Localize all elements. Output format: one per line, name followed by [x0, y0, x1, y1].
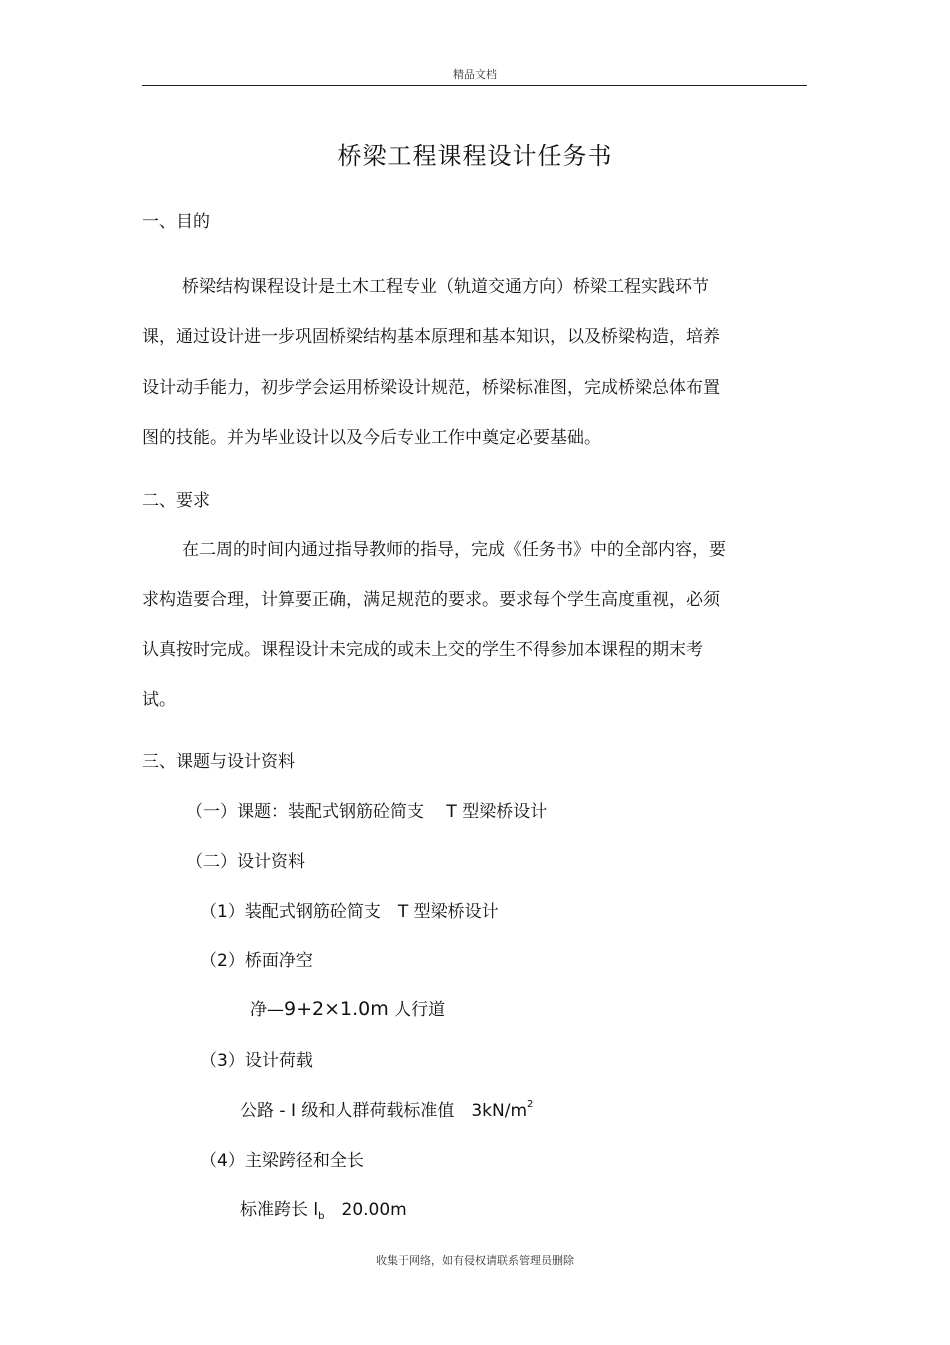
data-item-2: （2）桥面净空 [200, 951, 313, 971]
topic-line: （一）课题：装配式钢筋砼简支 T 型梁桥设计 [186, 802, 548, 822]
requirements-paragraph-line: 求构造要合理，计算要正确，满足规范的要求。要求每个学生高度重视，必须 [142, 590, 720, 610]
purpose-paragraph-line: 图的技能。并为毕业设计以及今后专业工作中奠定必要基础。 [142, 428, 601, 448]
clearance-value: 9+2×1.0m [284, 998, 389, 1020]
purpose-paragraph-line: 课，通过设计进一步巩固桥梁结构基本原理和基本知识，以及桥梁构造，培养 [142, 327, 720, 347]
page-footer: 收集于网络，如有侵权请联系管理员删除 [376, 1254, 574, 1267]
section-heading-purpose: 一、目的 [142, 212, 210, 232]
data-item-1: （1）装配式钢筋砼简支 T 型梁桥设计 [200, 902, 499, 922]
purpose-paragraph-line: 桥梁结构课程设计是土木工程专业（轨道交通方向）桥梁工程实践环节 [182, 277, 709, 297]
design-data-heading: （二）设计资料 [186, 852, 305, 872]
header-divider [142, 85, 807, 86]
clearance-prefix: 净— [250, 1000, 284, 1020]
span-value: 20.00m [324, 1200, 407, 1220]
clearance-suffix: 人行道 [388, 1000, 446, 1020]
page-header: 精品文档 [453, 68, 497, 81]
load-spec [240, 1096, 533, 1121]
section-heading-topic-and-data: 三、课题与设计资料 [142, 752, 295, 772]
load-superscript: 2 [527, 1099, 534, 1110]
requirements-paragraph-line: 在二周的时间内通过指导教师的指导，完成《任务书》中的全部内容，要 [182, 540, 726, 560]
section-heading-requirements: 二、要求 [142, 491, 210, 511]
purpose-paragraph-line: 设计动手能力，初步学会运用桥梁设计规范，桥梁标准图，完成桥梁总体布置 [142, 378, 720, 398]
data-item-4: （4）主梁跨径和全长 [200, 1151, 364, 1171]
clearance-spec [250, 995, 445, 1020]
span-spec [240, 1195, 407, 1220]
data-item-3: （3）设计荷载 [200, 1051, 313, 1071]
load-text: 公路 - I 级和人群荷载标准值 3kN/m [240, 1101, 528, 1121]
span-label: 标准跨长 l [240, 1200, 319, 1220]
requirements-paragraph-line: 试。 [142, 690, 176, 710]
requirements-paragraph-line: 认真按时完成。课程设计未完成的或未上交的学生不得参加本课程的期末考 [142, 640, 703, 660]
span-subscript: b [318, 1211, 325, 1222]
document-title: 桥梁工程课程设计任务书 [337, 142, 613, 170]
